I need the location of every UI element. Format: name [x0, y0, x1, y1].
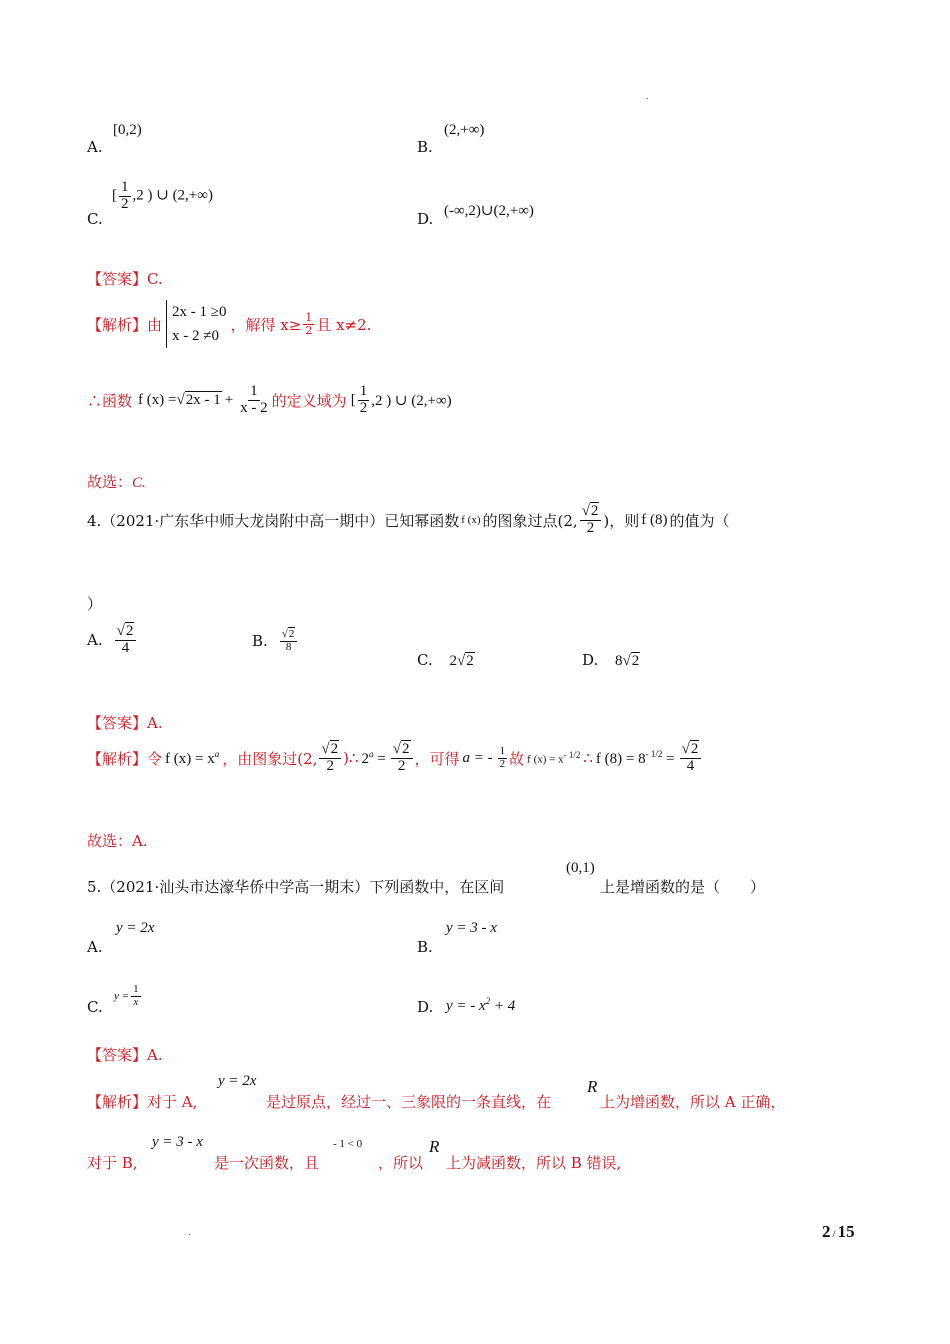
equation-system: 2x - 1 ≥0 x - 2 ≠0 — [166, 300, 226, 348]
analysis-tag: 【解析】 — [87, 315, 148, 334]
q5-analysis-line1-end: 上为增函数，所以 A 正确， — [600, 1093, 786, 1111]
q5-option-a: A. — [87, 938, 103, 956]
q5-analysis-line2-post: ，所以 — [378, 1154, 424, 1172]
option-label: C. — [87, 210, 103, 228]
stray-dot: . — [646, 92, 649, 101]
q4-option-b: B. $\frac{√2}{8}$ — [252, 629, 299, 653]
q5-analysis-line1-post: 是过原点，经过一、三象限的一条直线，在 — [266, 1093, 552, 1111]
q5-analysis-line1: 【解析】对于 A, — [87, 1093, 198, 1111]
q5-option-b-math: y = 3 - x — [446, 920, 497, 936]
q3-option-c-math: [ $\frac{1}{2}$ ,2 ) ∪ (2,+∞) — [112, 179, 213, 212]
q5-interval: (0,1) — [566, 860, 595, 876]
q5-analysis-line2-end: 上为减函数，所以 B 错误, — [446, 1154, 622, 1172]
q5-analysis-line2-R: R — [429, 1137, 440, 1156]
q5-option-c-math: y = $\frac{1}{x}$ — [114, 983, 139, 1008]
q4-analysis: 【解析】 令 f $(x) = x^a$ ，由图象过(2, $\frac{√2}{2}$ )∴ 2$^a$ = $\frac{√2}{2}$ ，可得 a = - $\frac{1}{2}$ 故 f $(x) = x^{- 1/2}$ ∴ f $(8) = 8^{- 1/2}$ = $\frac{√2}{4}$ — [87, 742, 703, 775]
q5-analysis-line1-math: y = 2x — [218, 1073, 257, 1089]
q5-option-d: D. — [417, 998, 434, 1016]
q5-analysis-line2-mid: 是一次函数，且 — [214, 1154, 320, 1172]
q4-option-c: C. 2√2 — [417, 651, 474, 669]
page-number: 2 / 15 — [822, 1222, 855, 1241]
q3-option-d — [417, 210, 433, 228]
q3-option-a — [87, 138, 103, 156]
q4-stem: 4.（2021·广东华中师大龙岗附中高一期中）已知幂函数 f (x) 的图象过点(2, $\frac{√2}{2}$ )，则 f (8) 的值为（ — [87, 503, 730, 536]
q4-option-d: D. 8√2 — [582, 651, 640, 669]
q5-analysis-line1-R: R — [587, 1077, 598, 1096]
q5-stem-post: 上是增函数的是（ ） — [600, 878, 766, 896]
q5-analysis-line2-ineq: - 1 < 0 — [333, 1138, 363, 1150]
q3-option-c — [87, 210, 103, 228]
q5-option-a-math: y = 2x — [116, 920, 155, 936]
footer-stray-dot: . — [188, 1228, 191, 1237]
q5-option-b: B. — [417, 938, 433, 956]
q5-analysis-line2-math: y = 3 - x — [152, 1134, 203, 1150]
q3-therefore: ∴函数 f (x) = √2x - 1 + $\frac{1}{x - 2}$ 的定义域为 [ $\frac{1}{2}$ ,2 ) ∪ (2,+∞) — [87, 383, 452, 416]
q5-option-c: C. — [87, 998, 103, 1016]
q3-answer: 【答案】C. — [87, 270, 163, 288]
q3-option-a-math: [0,2) — [113, 122, 142, 138]
option-label: D. — [417, 210, 434, 228]
q3-option-b — [417, 138, 433, 156]
option-label: B. — [417, 138, 433, 156]
q4-answer: 【答案】A. — [87, 714, 163, 732]
q4-choice: 故选：A. — [87, 832, 148, 850]
q3-option-b-math: (2,+∞) — [444, 122, 485, 138]
q5-analysis-line2: 对于 B, — [87, 1154, 138, 1172]
q4-option-a: A. $\frac{√2}{4}$ — [87, 624, 138, 657]
q3-choice: 故选：C. — [87, 473, 146, 491]
option-label: A. — [87, 138, 103, 156]
q4-stem-close: ） — [87, 595, 103, 613]
q3-option-d-math: (-∞,2)∪(2,+∞) — [444, 203, 534, 219]
q3-analysis: 【解析】 由 2x - 1 ≥0 x - 2 ≠0 ，解得 x≥ $\frac{1}{2}$ 且 x≠2. — [87, 300, 371, 348]
q5-answer: 【答案】A. — [87, 1046, 163, 1064]
q5-option-d-math: y = - $x^2 + 4$ — [446, 996, 516, 1014]
q5-stem: 5.（2021·汕头市达濠华侨中学高一期末）下列函数中，在区间 — [87, 878, 505, 896]
